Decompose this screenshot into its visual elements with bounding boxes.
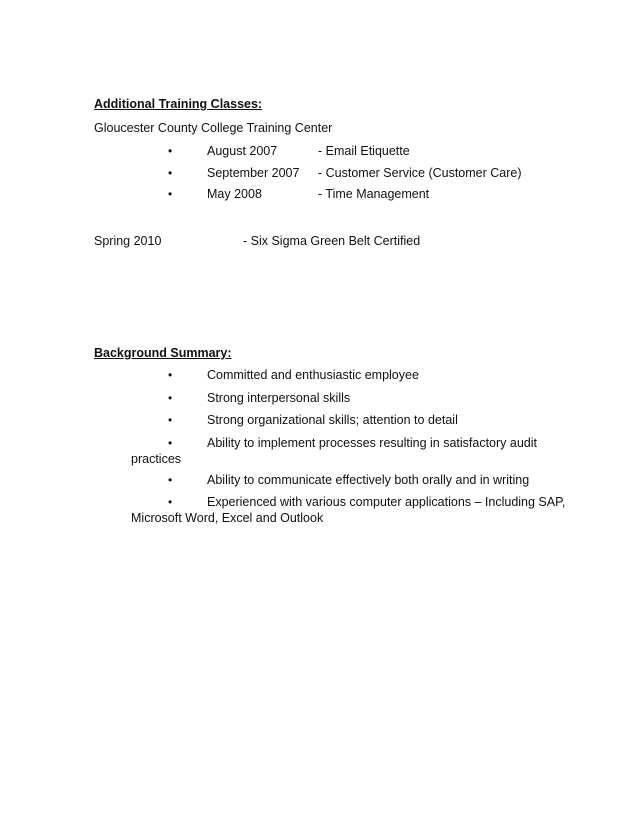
bullet-icon: • (168, 436, 173, 450)
background-heading: Background Summary: (94, 346, 232, 360)
certification-date: Spring 2010 (94, 234, 162, 248)
summary-item: Ability to communicate effectively both orally and in writing (207, 473, 530, 487)
training-course: - Customer Service (Customer Care) (318, 166, 522, 180)
training-course: - Time Management (318, 187, 430, 201)
bullet-icon: • (168, 368, 173, 382)
training-institution: Gloucester County College Training Center (94, 121, 333, 135)
summary-item: Experienced with various computer applications – Including SAP, (207, 495, 566, 509)
training-date: August 2007 (207, 144, 278, 158)
bullet-icon: • (168, 166, 173, 180)
summary-item: Strong interpersonal skills (207, 391, 351, 405)
summary-item-continuation: practices (131, 452, 182, 466)
bullet-icon: • (168, 413, 173, 427)
training-date: May 2008 (207, 187, 262, 201)
bullet-icon: • (168, 187, 173, 201)
summary-item: Ability to implement processes resulting in satisfactory audit (207, 436, 538, 450)
summary-item-continuation: Microsoft Word, Excel and Outlook (131, 511, 324, 525)
bullet-icon: • (168, 391, 173, 405)
bullet-icon: • (168, 473, 173, 487)
certification-name: - Six Sigma Green Belt Certified (243, 234, 421, 248)
training-date: September 2007 (207, 166, 300, 180)
bullet-icon: • (168, 144, 173, 158)
training-course: - Email Etiquette (318, 144, 410, 158)
training-heading: Additional Training Classes: (94, 97, 263, 111)
summary-item: Strong organizational skills; attention to detail (207, 413, 458, 427)
summary-item: Committed and enthusiastic employee (207, 368, 419, 382)
bullet-icon: • (168, 495, 173, 509)
